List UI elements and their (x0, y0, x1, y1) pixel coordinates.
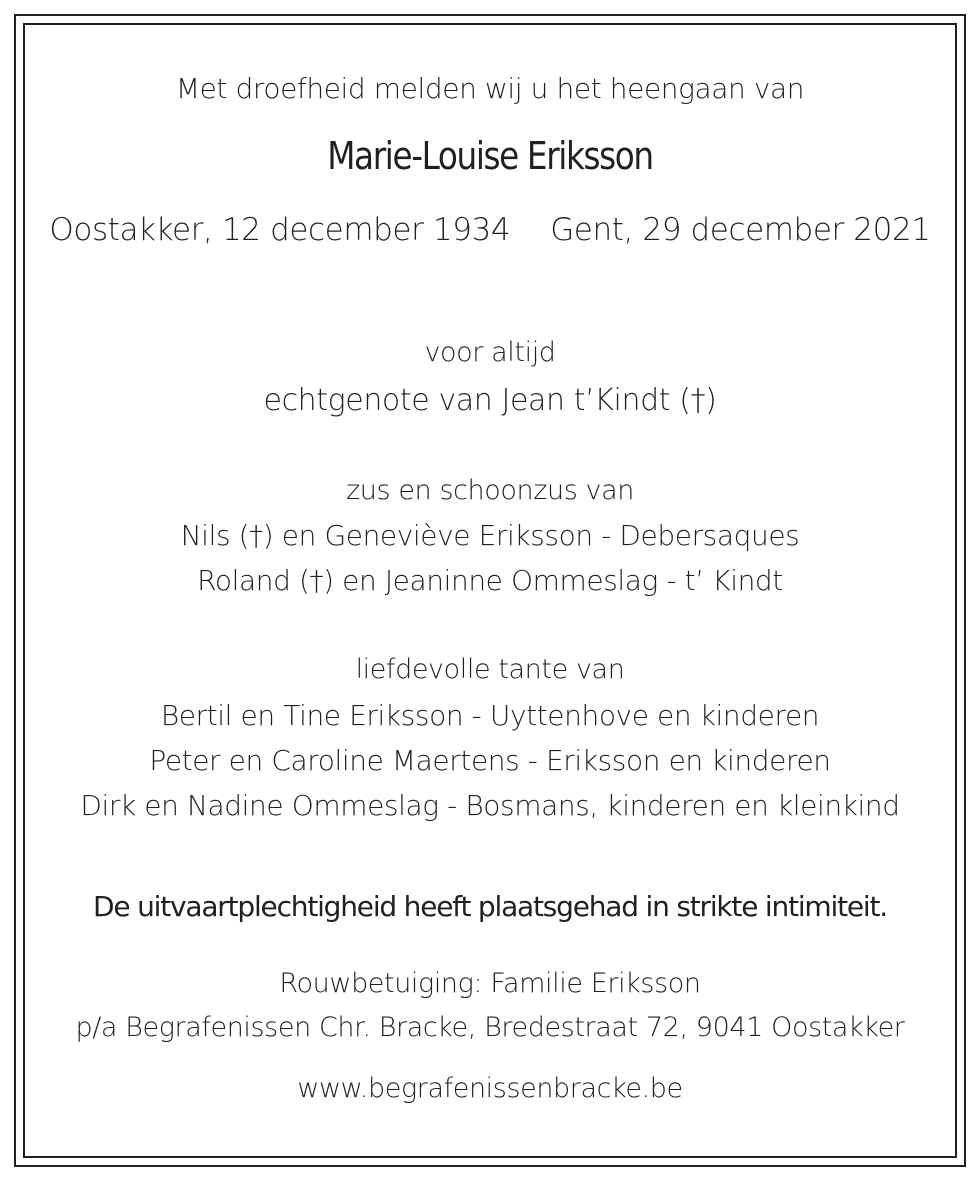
deceased-name: Marie-Louise Eriksson (327, 134, 653, 178)
siblings-heading: zus en schoonzus van (346, 475, 634, 506)
dates-line (0, 212, 980, 248)
relative-line: Peter en Caroline Maertens - Eriksson en kinderen (149, 744, 831, 777)
condolences-line: Rouwbetuiging: Familie Eriksson (279, 968, 701, 999)
intro-text: Met droefheid melden wij u het heengaan van (175, 72, 805, 105)
spouse-line: echtgenote van Jean t’Kindt (†) (263, 383, 717, 418)
condolences-address: p/a Begrafenissen Chr. Bracke, Bredestraat 72, 9041 Oostakker (75, 1012, 905, 1043)
relative-line: Bertil en Tine Eriksson - Uyttenhove en kinderen (160, 699, 820, 732)
sibling-line: Nils (†) en Geneviève Eriksson - Debersaques (180, 519, 800, 552)
birth-date: Oostakker, 12 december 1934 (49, 212, 511, 248)
spouse-heading: voor altijd (424, 337, 556, 368)
website-link[interactable]: www.begrafenissenbracke.be (297, 1073, 683, 1104)
sibling-line: Roland (†) en Jeaninne Ommeslag - t’ Kindt (197, 564, 783, 597)
death-date: Gent, 29 december 2021 (550, 212, 931, 248)
relatives-heading: liefdevolle tante van (355, 654, 625, 685)
relative-line: Dirk en Nadine Ommeslag - Bosmans, kinderen en kleinkind (80, 789, 900, 822)
funeral-notice: De uitvaartplechtigheid heeft plaatsgehad in strikte intimiteit. (93, 890, 887, 923)
